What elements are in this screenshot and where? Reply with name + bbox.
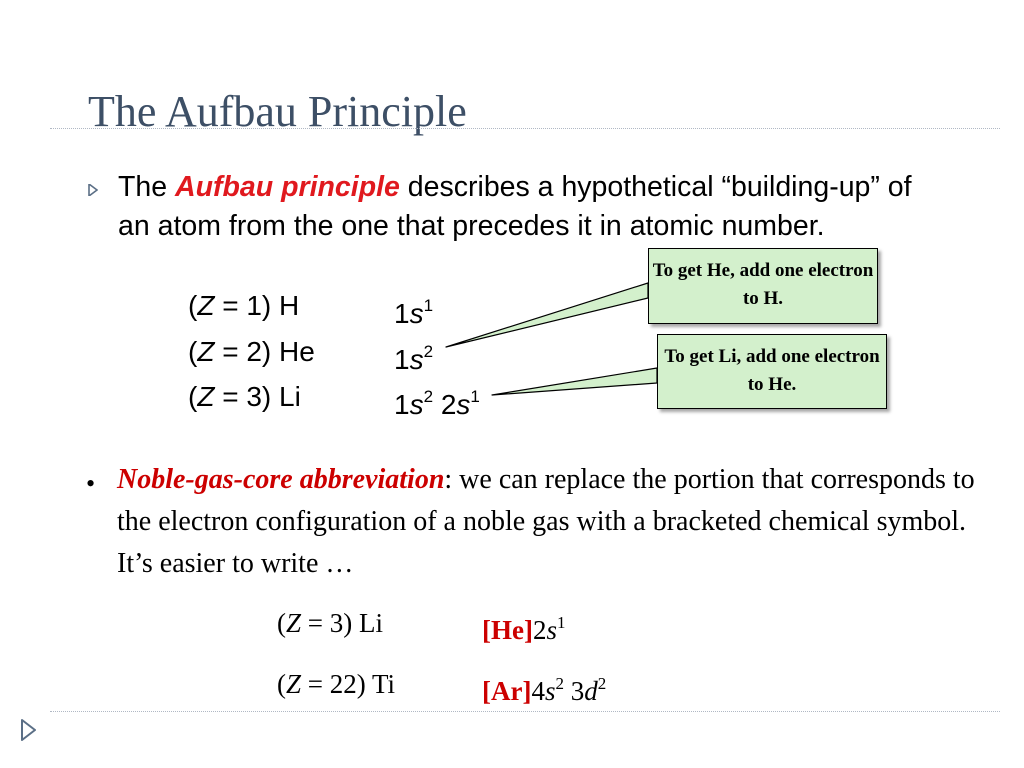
noble-example-label: (Z = 3) Li	[277, 608, 383, 638]
config-label: (Z = 3) Li	[188, 381, 301, 412]
slide-title: The Aufbau Principle	[88, 87, 467, 136]
noble-gas-definition-post: : we can replace the portion that corresponds to the electron configuration of a noble gas with a bracketed chemical symbol. It’s easier to write …	[117, 464, 975, 579]
slide-nav-arrow-icon[interactable]	[20, 719, 36, 741]
aufbau-term: Aufbau principle	[175, 171, 400, 203]
config-value: $1s^2$	[394, 342, 434, 375]
noble-example-label: (Z = 22) Ti	[277, 669, 396, 699]
aufbau-definition-post: describes a hypothetical “building-up” of an atom from the one that precedes it in atomic number.	[118, 171, 912, 242]
config-value: $1s^1$	[394, 296, 434, 329]
config-label: (Z = 1) H	[188, 290, 300, 321]
noble-gas-definition	[117, 459, 977, 585]
callout-he: To get He, add one electron to H.	[648, 248, 878, 324]
callout-pointer-li	[492, 368, 657, 395]
callout-li: To get Li, add one electron to He.	[657, 334, 887, 409]
noble-example-config: $[He]2s^1$	[482, 613, 566, 645]
callout-pointer-he	[446, 283, 648, 347]
footer-divider	[50, 711, 1000, 712]
aufbau-definition-pre: The	[118, 171, 176, 203]
noble-gas-term: Noble-gas-core abbreviation	[117, 464, 445, 495]
config-value: $1s^2$ $2s^1$	[394, 387, 480, 420]
config-label: (Z = 2) He	[188, 336, 315, 367]
bullet-dot: •	[86, 469, 96, 498]
noble-example-config: $[Ar]4s^2$ $3d^2$	[482, 674, 607, 706]
